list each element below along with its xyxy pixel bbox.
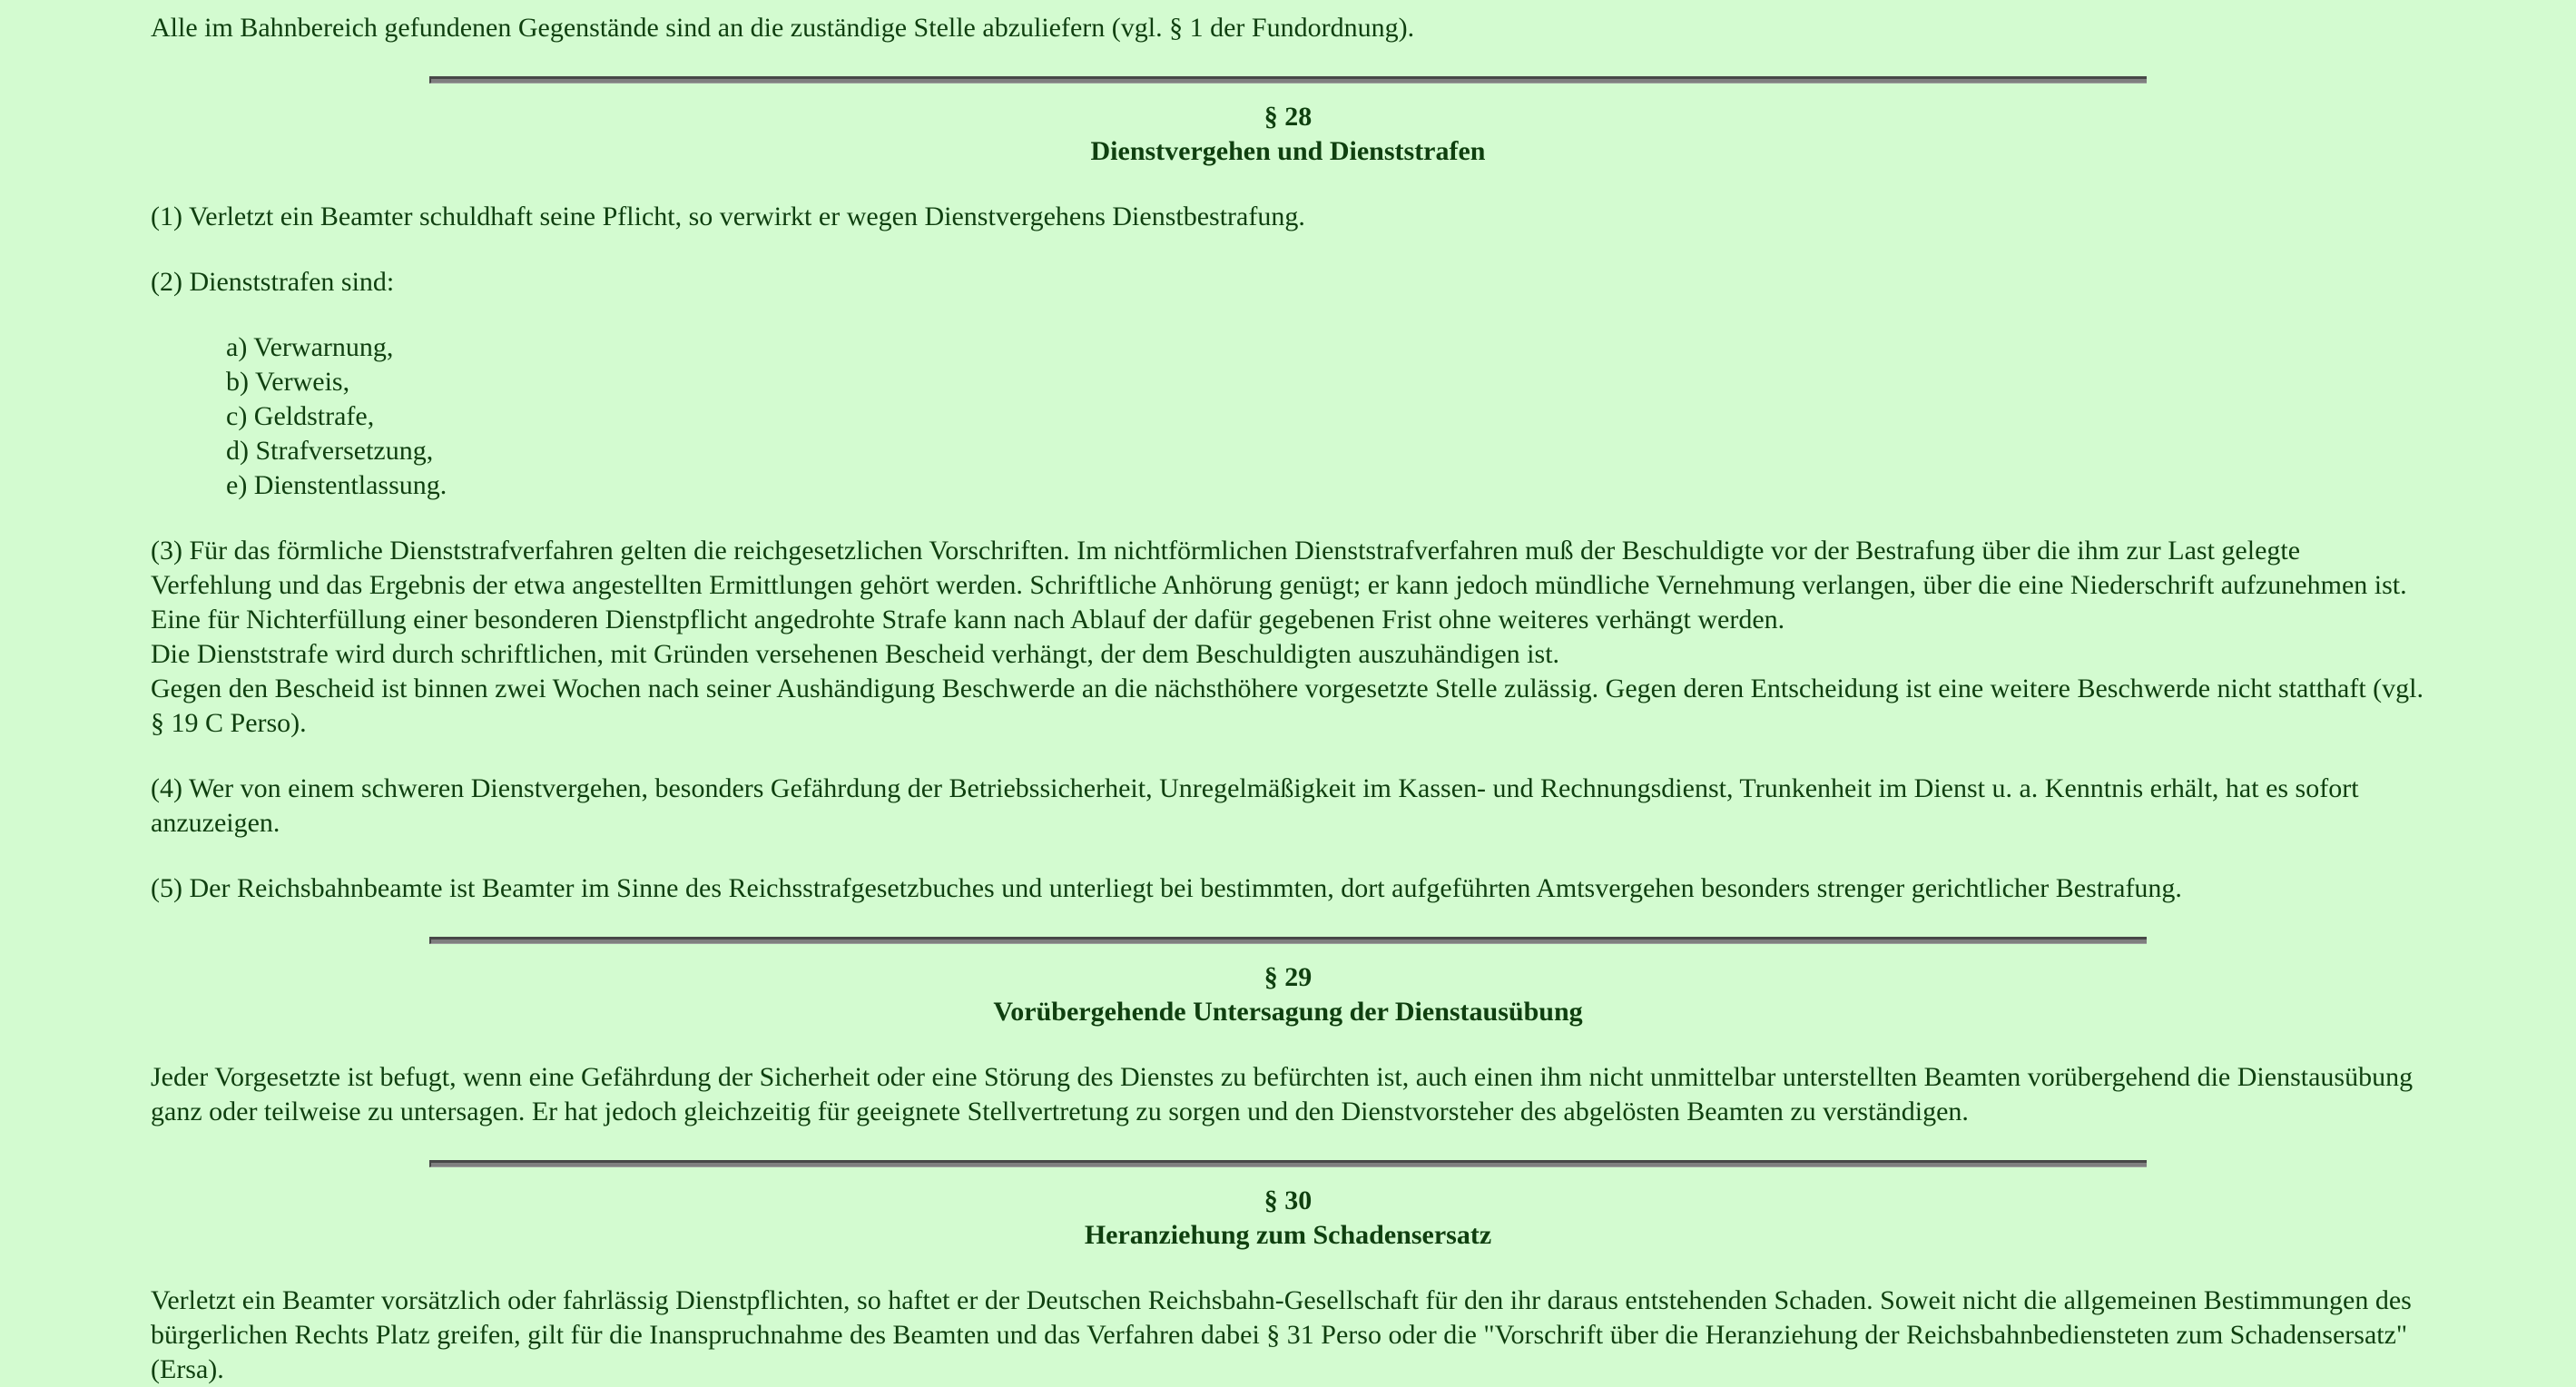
- text-line: Die Dienststrafe wird durch schriftlichen, mit Gründen versehenen Bescheid verhängt, der dem Beschuldigten auszuhändigen ist.: [151, 639, 1560, 669]
- horizontal-rule-3: [429, 1160, 2147, 1167]
- section-30-body: Verletzt ein Beamter vorsätzlich oder fahrlässig Dienstpflichten, so haftet er der Deutschen Reichsbahn-Gesellschaft für den ihr daraus entstehenden Schaden. Soweit nicht die allgemeinen Bestimmungen des bürgerlichen Rechts Platz greifen, gilt für die Inanspruchnahme des Beamten und das Verfahren dabei § 31 Perso oder die "Vorschrift über die Heranziehung der Reichsbahnbediensteten zum Schadensersatz" (Ersa).: [151, 1285, 2412, 1384]
- section-29-heading: [151, 960, 2425, 1029]
- section-28-heading: [151, 100, 2425, 169]
- section-30-heading: [151, 1184, 2425, 1253]
- penalty-list: [226, 330, 2425, 503]
- text-line: a) Verwarnung,: [226, 332, 394, 362]
- section-28-paragraph-4: (4) Wer von einem schweren Dienstvergehen, besonders Gefährdung der Betriebssicherheit, Unregelmäßigkeit im Kassen- und Rechnungsdienst, Trunkenheit im Dienst u. a. Kenntnis erhält, hat es sofort anzuzeigen.: [151, 773, 2359, 838]
- text-line: e) Dienstentlassung.: [226, 470, 447, 500]
- text-line: b) Verweis,: [226, 367, 350, 397]
- section-28-paragraph-2-intro: (2) Dienststrafen sind:: [151, 267, 395, 297]
- text-line: Gegen den Bescheid ist binnen zwei Wochen nach seiner Aushändigung Beschwerde an die nächsthöhere vorgesetzte Stelle zulässig. Gegen deren Entscheidung ist eine weitere Beschwerde nicht statthaft (vgl. § 19 C Perso).: [151, 674, 2424, 738]
- section-28-paragraph-1: (1) Verletzt ein Beamter schuldhaft seine Pflicht, so verwirkt er wegen Dienstvergehens Dienstbestrafung.: [151, 202, 1305, 231]
- text-line: d) Strafversetzung,: [226, 436, 434, 466]
- section-28-paragraph-5: (5) Der Reichsbahnbeamte ist Beamter im Sinne des Reichsstrafgesetzbuches und unterliegt bei bestimmten, dort aufgeführten Amtsvergehen besonders strenger gerichtlicher Bestrafung.: [151, 873, 2182, 903]
- horizontal-rule-1: [429, 76, 2147, 84]
- section-28-paragraph-3: [151, 534, 2425, 741]
- text-line: c) Geldstrafe,: [226, 401, 375, 431]
- section-30-title: Heranziehung zum Schadensersatz: [1084, 1220, 1492, 1250]
- section-28-title: Dienstvergehen und Dienststrafen: [1090, 136, 1486, 166]
- horizontal-rule-2: [429, 937, 2147, 944]
- section-30-number: § 30: [1263, 1185, 1313, 1215]
- section-28-number: § 28: [1263, 102, 1313, 132]
- text-line: (3) Für das förmliche Dienststrafverfahren gelten die reichgesetzlichen Vorschriften. Im nichtförmlichen Dienststrafverfahren muß der Beschuldigte vor der Bestrafung über die ihm zur Last gelegte Verfehlung und das Ergebnis der etwa angestellten Ermittlungen gehört werden. Schriftliche Anhörung genügt; er kann jedoch mündliche Vernehmung verlangen, über die eine Niederschrift aufzunehmen ist. Eine für Nichterfüllung einer besonderen Dienstpflicht angedrohte Strafe kann nach Ablauf der dafür gegebenen Frist ohne weiteres verhängt werden.: [151, 536, 2407, 634]
- intro-paragraph: Alle im Bahnbereich gefundenen Gegenstände sind an die zuständige Stelle abzuliefern (vgl. § 1 der Fundordnung).: [151, 13, 1415, 43]
- section-29-body: Jeder Vorgesetzte ist befugt, wenn eine Gefährdung der Sicherheit oder eine Störung des Dienstes zu befürchten ist, auch einen ihm nicht unmittelbar unterstellten Beamten vorübergehend die Dienstausübung ganz oder teilweise zu untersagen. Er hat jedoch gleichzeitig für geeignete Stellvertretung zu sorgen und den Dienstvorsteher des abgelösten Beamten zu verständigen.: [151, 1062, 2414, 1126]
- section-29-number: § 29: [1263, 962, 1313, 992]
- section-29-title: Vorübergehende Untersagung der Dienstausübung: [993, 997, 1583, 1027]
